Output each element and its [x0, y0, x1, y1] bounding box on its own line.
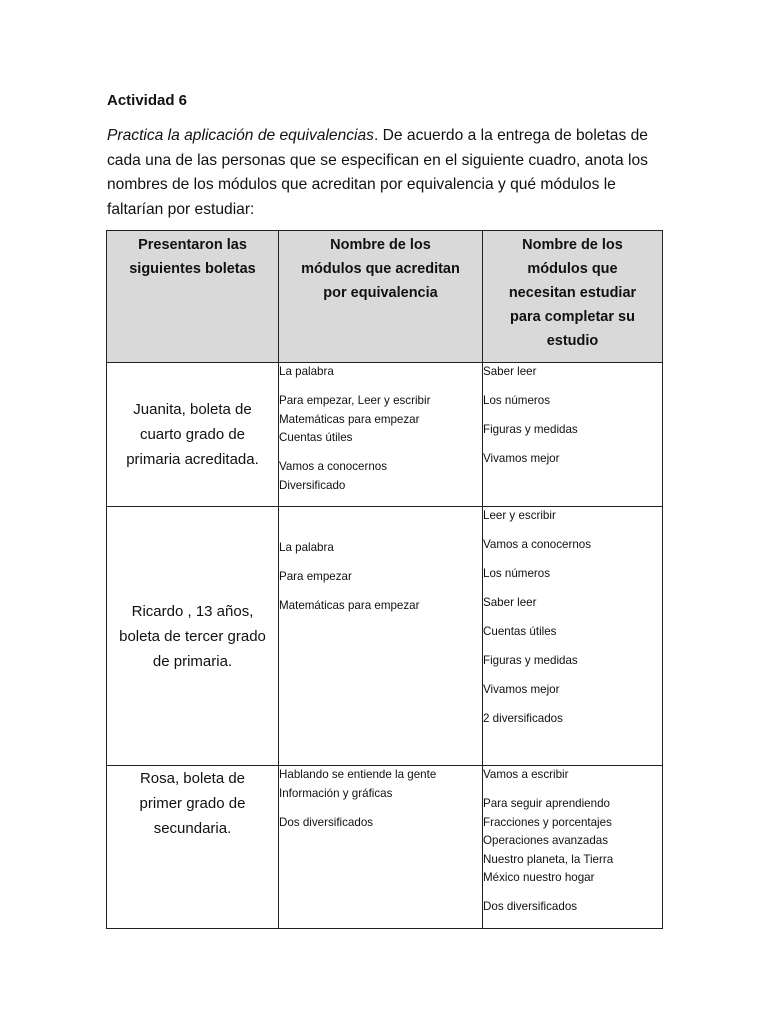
- activity-title: Actividad 6: [107, 92, 188, 109]
- instructions-body: . De acuerdo a la entrega de boletas de cada una de las personas que se especifican en el siguiente cuadro, anota los nombres de los módulos que acreditan por equivalencia y qué módulos le faltarían por estudiar:: [107, 127, 648, 218]
- acreditan-cell: [279, 507, 483, 766]
- person-cell: Ricardo , 13 años, boleta de tercer grado de primaria.: [107, 507, 279, 766]
- list-item: Vivamos mejor: [483, 452, 560, 465]
- acreditan-cell: [279, 363, 483, 507]
- instructions-paragraph: [107, 124, 667, 222]
- list-item: Los números: [483, 394, 551, 407]
- list-item: Para empezar, Leer y escribir: [279, 394, 431, 407]
- list-item: Vamos a conocernos: [483, 538, 592, 551]
- necesitan-cell: [483, 507, 663, 766]
- list-item: Fracciones y porcentajes: [483, 815, 612, 829]
- list-item: Para empezar: [279, 570, 352, 583]
- instructions-italic-lead: Practica la aplicación de equivalencias: [107, 127, 374, 144]
- list-item: 2 diversificados: [483, 712, 563, 725]
- table-row: [107, 766, 663, 929]
- list-item: Vivamos mejor: [483, 683, 560, 696]
- table-row: [107, 507, 663, 766]
- table-header-row: [107, 231, 663, 363]
- list-item: La palabra: [279, 541, 334, 554]
- list-item: Vamos a escribir: [483, 768, 569, 781]
- list-item: Diversificado: [279, 478, 346, 492]
- list-item: México nuestro hogar: [483, 871, 595, 884]
- equivalence-table: [106, 230, 663, 929]
- list-item: La palabra: [279, 365, 334, 378]
- list-item: Nuestro planeta, la Tierra: [483, 852, 614, 866]
- list-item: Cuentas útiles: [483, 625, 557, 638]
- person-cell: Rosa, boleta de primer grado de secundaria.: [107, 766, 279, 929]
- necesitan-cell: [483, 363, 663, 507]
- list-item: Los números: [483, 567, 551, 580]
- acreditan-cell: [279, 766, 483, 929]
- list-item: Cuentas útiles: [279, 431, 353, 444]
- necesitan-cell: [483, 766, 663, 929]
- list-item: Vamos a conocernos: [279, 460, 388, 473]
- table-row: [107, 363, 663, 507]
- list-item: Leer y escribir: [483, 509, 556, 522]
- list-item: Operaciones avanzadas: [483, 834, 609, 847]
- list-item: Figuras y medidas: [483, 423, 578, 436]
- person-cell: Juanita, boleta de cuarto grado de primaria acreditada.: [107, 363, 279, 507]
- header-necesitan: Nombre de los módulos que necesitan estudiar para completar su estudio: [483, 231, 663, 363]
- header-boletas: Presentaron las siguientes boletas: [107, 231, 279, 363]
- list-item: Saber leer: [483, 596, 537, 609]
- list-item: Dos diversificados: [483, 900, 578, 913]
- list-item: Matemáticas para empezar: [279, 599, 420, 612]
- list-item: Saber leer: [483, 365, 537, 378]
- list-item: Para seguir aprendiendo: [483, 797, 610, 810]
- header-acreditan: Nombre de los módulos que acreditan por equivalencia: [279, 231, 483, 363]
- list-item: Dos diversificados: [279, 815, 374, 829]
- list-item: Figuras y medidas: [483, 654, 578, 667]
- list-item: Información y gráficas: [279, 786, 393, 800]
- list-item: Matemáticas para empezar: [279, 412, 420, 426]
- list-item: Hablando se entiende la gente: [279, 768, 437, 781]
